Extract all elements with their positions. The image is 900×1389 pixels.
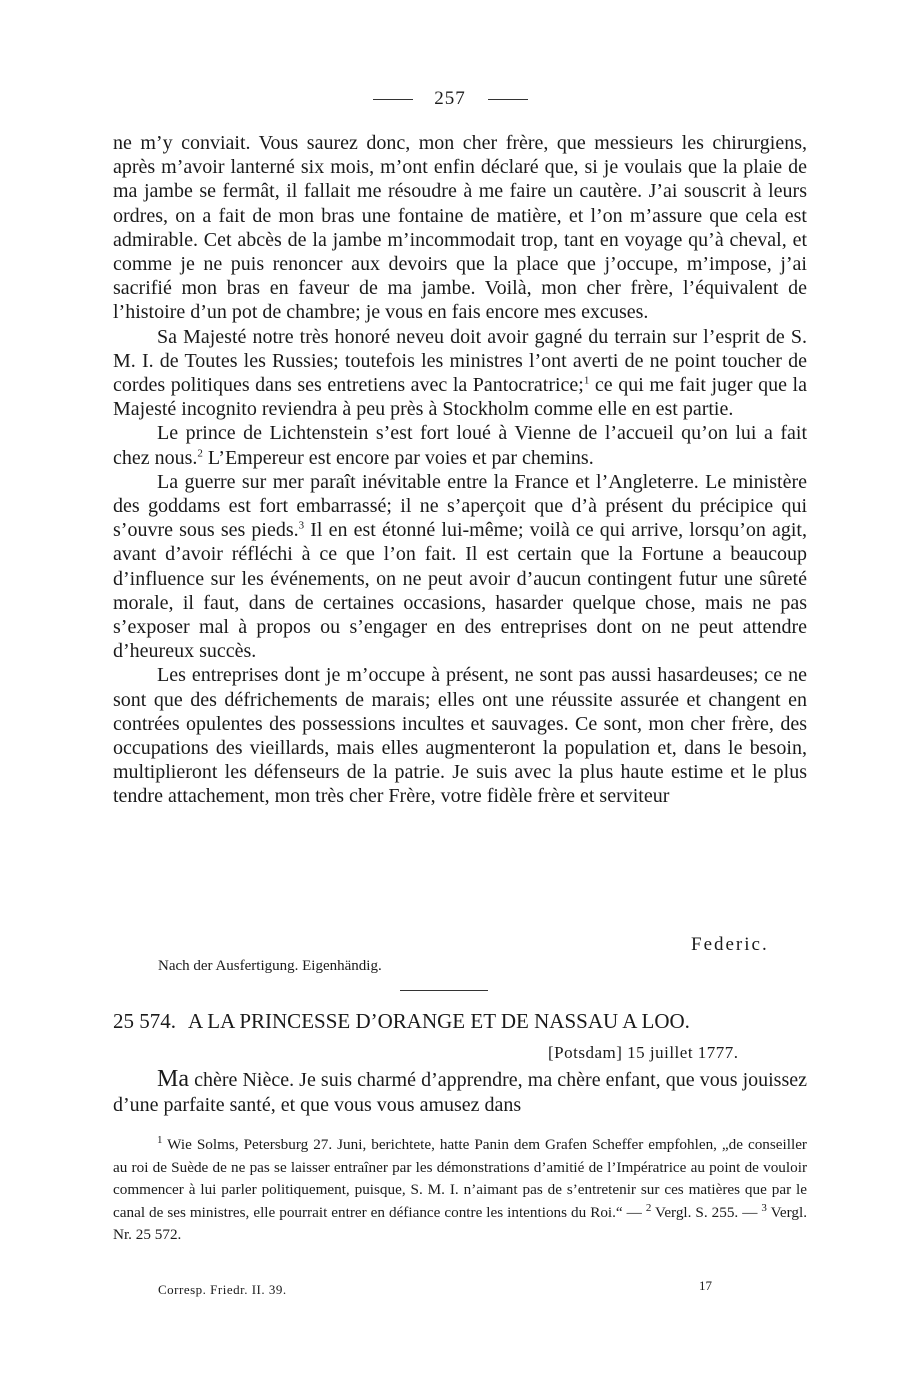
footnote: $^1$ Wie Solms, Petersburg 27. Juni, berichtete, hatte Panin dem Grafen Scheffer empfohlen, „de conseiller au roi de Suède de ne pas se laisser entraîner par les démonstrations d’amitié de l’Impératrice au point de vouloir commencer à lui parler politiquement, puisque, S. M. I. n’aimant pas de s’entretenir sur ces matières que par le canal de ses ministres, elle pourrait entrer en défiance contre les intentions du Roi.“ — $^2$ Vergl. S. 255. — $^3$ Vergl. Nr. 25 572. [113,1133,807,1243]
footer-sheet-number: 17 [699,1278,712,1293]
paragraph: Ma chère Nièce. Je suis charmé d’apprendre, ma chère enfant, que vous jouissez d’une parfaite santé, et que vous vous amusez dans [113,1066,807,1116]
letter-number: 25 574. [113,1009,176,1033]
footnote-ref: 3 [298,519,305,532]
footnote-marker: 2 [645,1201,652,1214]
footer-signature-mark: Corresp. Friedr. II. 39. [158,1282,287,1297]
paragraph: ne m’y conviait. Vous saurez donc, mon cher frère, que messieurs les chirurgiens, après m’avoir lanterné six mois, m’ont enfin déclaré que, si je voulais que la plaie de ma jambe se fermât, il fallait me résoudre à me faire un cautère. J’ai souscrit à leurs ordres, on a fait de mon bras une fontaine de matière, et l’on m’assure que cela est admirable. Cet abcès de la jambe m’incommodait trop, tant en voyage qu’à cheval, et comme je ne puis renoncer aux devoirs que la place que j’occupe, m’impose, j’ai sacrifié mon bras en faveur de ma jambe. Voilà, mon cher frère, l’équivalent de l’histoire d’un pot de chambre; je vous en fais encore mes excuses. [113,132,807,324]
signature: Federic. [691,934,769,955]
source-note: Nach der Ausfertigung. Eigenhändig. [158,958,382,974]
letter-body [113,131,807,809]
page-number: 257 [434,88,466,109]
page-header [0,88,900,110]
header-rule-right [488,99,528,100]
paragraph: Le prince de Lichtenstein s’est fort loué à Vienne de l’accueil qu’on lui a fait chez nous.$^2$ L’Empereur est encore par voies et par chemins. [113,422,807,469]
header-rule-left [373,99,413,100]
paragraph: Les entreprises dont je m’occupe à présent, ne sont pas aussi hasardeuses; ce ne sont que des défrichements de marais; elles ont une réussite assurée et changent en contrées opulentes des possessions incultes et sauvages. Ce sont, mon cher frère, des occupations des vieillards, mais elles augmenteront la population et, dans le besoin, multiplieront les défenseurs de la patrie. Je suis avec la plus haute estime et le plus tendre attachement, mon très cher Frère, votre fidèle frère et serviteur [113,664,807,808]
footnotes [113,1134,807,1247]
footnote-ref: 1 [583,374,590,387]
letter-heading [113,1009,807,1034]
footnote-marker: 1 [157,1133,163,1146]
letter2-body [113,1067,807,1117]
footnote-ref: 2 [197,446,203,459]
salutation-initial: Ma [157,1066,189,1092]
paragraph: La guerre sur mer paraît inévitable entre la France et l’Angleterre. Le ministère des goddams est fort embarrassé; il ne s’aperçoit que d’à présent du précipice qui s’ouvre sous ses pieds.$^3$ Il en est étonné lui-même; voilà ce qui arrive, lorsqu’on agit, avant d’avoir réfléchi à ce que l’on fait. Il est certain que la Fortune a beaucoup d’influence sur les événements, on ne peut avoir d’aucun contingent futur une sûreté morale, il faut, dans de certaines occasions, hasarder quelque chose, mais ne pas s’exposer mal à propos ou s’engager en des entreprises dont on ne peut attendre d’heureux succès. [113,470,807,663]
footnote-marker: 3 [761,1201,767,1214]
letter-title: A LA PRINCESSE D’ORANGE ET DE NASSAU A LOO. [188,1009,690,1033]
letter-dateline: [Potsdam] 15 juillet 1777. [548,1043,739,1062]
paragraph: Sa Majesté notre très honoré neveu doit avoir gagné du terrain sur l’esprit de S. M. I. de Toutes les Russies; toutefois les ministres l’ont averti de ne point toucher de cordes politiques dans ses entretiens avec la Pantocratrice;$^1$ ce qui me fait juger que la Majesté incognito reviendra à peu près à Stockholm comme elle en est partie. [113,325,807,421]
section-divider [400,990,488,991]
